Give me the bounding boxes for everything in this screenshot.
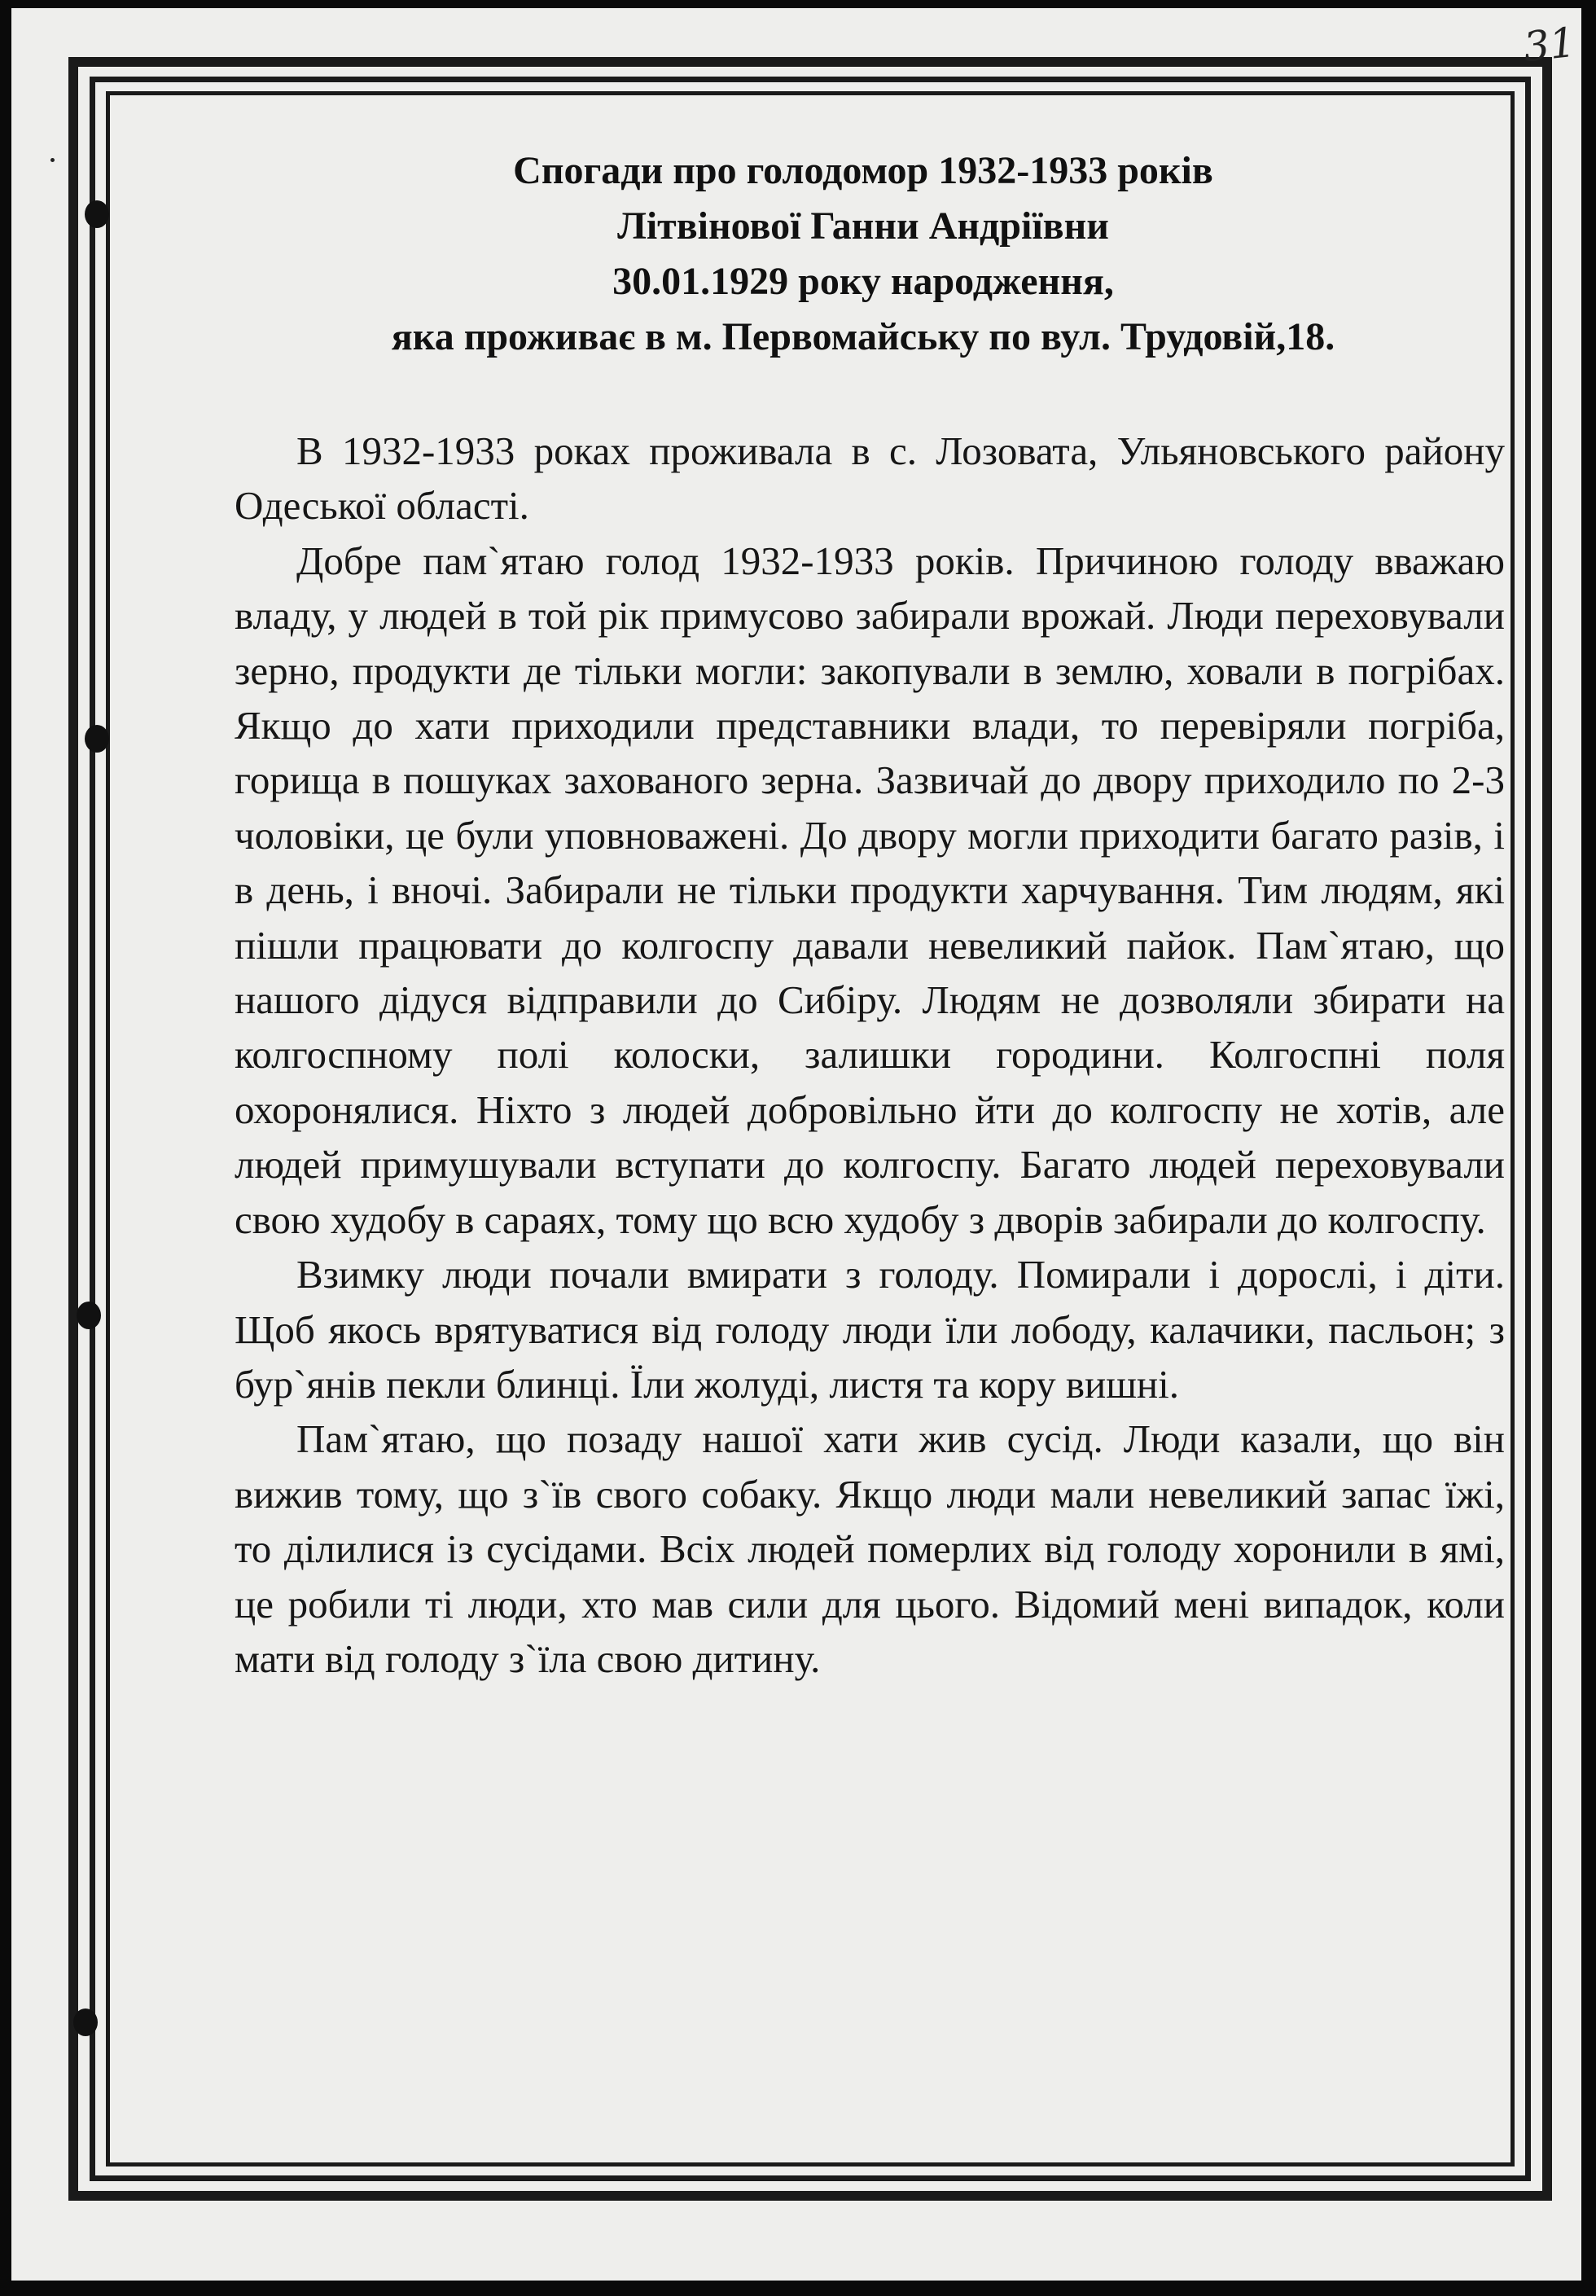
heading-line-birthdate: 30.01.1929 року народження,	[612, 260, 1114, 303]
binder-hole	[73, 2008, 98, 2036]
memoir-text	[235, 424, 1505, 1686]
paper-speck	[50, 158, 55, 162]
paragraph-residence: В 1932-1933 роках проживала в с. Лозовата, Ульяновського району Одеської області.	[235, 428, 1505, 529]
binder-hole	[85, 200, 109, 228]
heading-line-name: Літвінової Ганни Андріївни	[617, 204, 1109, 248]
binder-hole	[85, 725, 109, 753]
page-number: 31	[1521, 18, 1578, 72]
paragraph-neighbor: Пам`ятаю, що позаду нашої хати жив сусід. Люди казали, що він вижив тому, що з`їв свого собаку. Якщо люди мали невеликий запас їжі, то ділилися із сусідами. Всіх людей померлих від голоду хоронили в ямі, це робили ті люди, хто мав сили для цього. Відомий мені випадок, коли мати від голоду з`їла свою дитину.	[235, 1416, 1505, 1681]
binder-hole	[77, 1302, 101, 1329]
heading-line-title: Спогади про голодомор 1932-1933 років	[513, 149, 1213, 192]
paragraph-winter-deaths: Взимку люди почали вмирати з голоду. Помирали і дорослі, і діти. Щоб якось врятуватися від голоду люди їли лободу, калачики, пасльон; з бур`янів пекли блинці. Їли жолуді, листя та кору вишні.	[235, 1252, 1505, 1407]
document-heading	[147, 143, 1580, 365]
paragraph-famine-causes: Добре пам`ятаю голод 1932-1933 років. Причиною голоду вважаю владу, у людей в той рік примусово забирали врожай. Люди переховували зерно, продукти де тільки могли: закопували в землю, ховали в погрібах. Якщо до хати приходили представники влади, то перевіряли погріба, горища в пошуках захованого зерна. Зазвичай до двору приходило по 2-3 чоловіки, це були уповноважені. До двору могли приходити багато разів, і в день, і вночі. Забирали не тільки продукти харчування. Тим людям, які пішли працювати до колгоспу давали невеликий пайок. Пам`ятаю, що нашого дідуся відправили до Сибіру. Людям не дозволяли збирати на колгоспному полі колоски, залишки городини. Колгоспні поля охоронялися. Ніхто з людей добровільно йти до колгоспу не хотів, але людей примушували вступати до колгоспу. Багато людей переховували свою худобу в сараях, тому що всю худобу з дворів забирали до колгоспу.	[235, 538, 1505, 1242]
heading-line-address: яка проживає в м. Первомайську по вул. Трудовій,18.	[391, 315, 1335, 358]
